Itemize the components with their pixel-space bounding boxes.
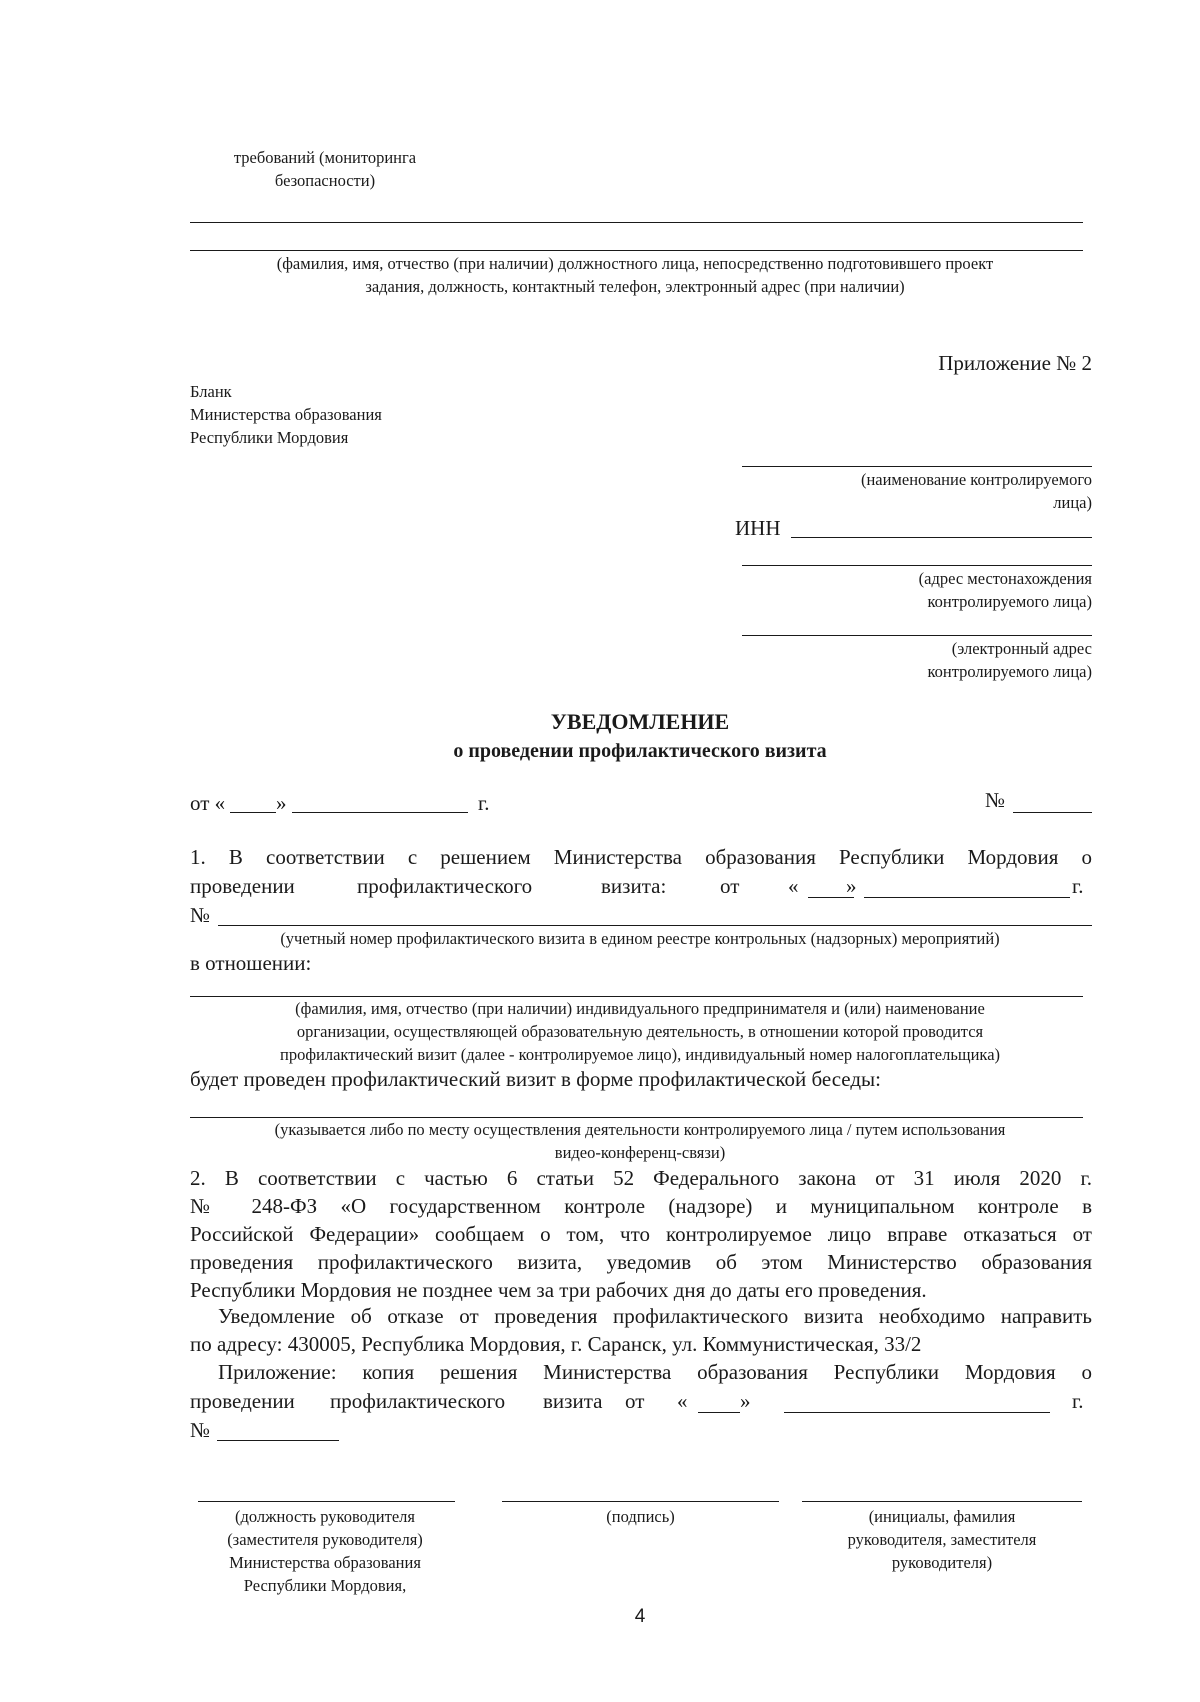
- page-number: 4: [634, 1606, 646, 1627]
- date-year-suffix: г.: [478, 791, 490, 815]
- para1-year-suffix: г.: [1072, 874, 1084, 898]
- visit-form-text: будет проведен профилактический визит в форме профилактической беседы:: [190, 1067, 881, 1091]
- initials-caption-line-3: руководителя): [891, 1553, 993, 1572]
- number-label: №: [985, 788, 1006, 812]
- para3-line-2: по адресу: 430005, Республика Мордовия, г. Саранск, ул. Коммунистическая, 33/2: [190, 1332, 922, 1356]
- recipient-name-caption-line-1: (наименование контролируемого: [860, 470, 1092, 489]
- initials-caption-line-2: руководителя, заместителя: [847, 1530, 1037, 1549]
- para4-open-quote: «: [677, 1389, 688, 1413]
- para1-day-line: [808, 897, 854, 898]
- letterhead-line-3: Республики Мордовия: [190, 428, 349, 447]
- preparer-line-2: [190, 250, 1083, 251]
- para2-line-4: проведения профилактического визита, уведомив об этом Министерство образования: [190, 1250, 1092, 1274]
- position-caption-line-1: (должность руководителя: [235, 1507, 415, 1526]
- para1-word-from: от: [720, 874, 740, 898]
- para2-line-1: 2. В соответствии с частью 6 статьи 52 Федерального закона от 31 июля 2020 г.: [190, 1166, 1092, 1190]
- subject-caption: [170, 997, 1110, 1066]
- preparer-caption-line-2: задания, должность, контактный телефон, электронный адрес (при наличии): [365, 277, 905, 296]
- para4-number-label: №: [190, 1418, 211, 1442]
- recipient-address-line: [742, 565, 1092, 566]
- subject-caption-line-2: организации, осуществляющей образовательную деятельность, в отношении которой проводится: [296, 1022, 984, 1041]
- para4-word-conducting: проведении: [190, 1389, 295, 1413]
- signature-line: [502, 1501, 779, 1502]
- para1-word-visit: визита:: [601, 874, 667, 898]
- top-fragment-line-2: безопасности): [274, 171, 376, 190]
- para4-word-visit: визита: [543, 1389, 603, 1413]
- recipient-address-caption-line-2: контролируемого лица): [927, 592, 1092, 611]
- para1-line-1: 1. В соответствии с решением Министерства образования Республики Мордовия о: [190, 845, 1092, 869]
- para4-close-quote: »: [740, 1389, 751, 1413]
- para1-close-quote: »: [846, 874, 857, 898]
- recipient-email-caption-line-2: контролируемого лица): [927, 662, 1092, 681]
- top-fragment-line-1: требований (мониторинга: [233, 148, 417, 167]
- date-close-quote: »: [276, 791, 287, 815]
- para2-line-3: Российской Федерации» сообщаем о том, что контролируемое лицо вправе отказаться от: [190, 1222, 1092, 1246]
- place-caption-line-2: видео-конференц-связи): [554, 1143, 726, 1162]
- recipient-address-caption-line-1: (адрес местонахождения: [918, 569, 1092, 588]
- place-caption-line-1: (указывается либо по месту осуществления деятельности контролируемого лица / путем использования: [274, 1120, 1006, 1139]
- preparer-line-1: [190, 222, 1083, 223]
- para4-year-suffix: г.: [1072, 1389, 1084, 1413]
- para4-line-2: [190, 1387, 1092, 1415]
- place-caption: [170, 1118, 1110, 1164]
- recipient-address-caption: [760, 567, 1092, 613]
- preparer-caption-line-1: (фамилия, имя, отчество (при наличии) должностного лица, непосредственно подготовившего проект: [276, 254, 994, 273]
- letterhead-line-1: Бланк: [190, 382, 232, 401]
- recipient-name-caption: [760, 468, 1092, 514]
- recipient-email-line: [742, 635, 1092, 636]
- para1-number-label: №: [190, 903, 211, 927]
- para1-word-preventive: профилактического: [357, 874, 533, 898]
- para2-line-5: Республики Мордовия не позднее чем за три рабочих дня до даты его проведения.: [190, 1278, 927, 1302]
- date-from-prefix: от «: [190, 791, 226, 815]
- signature-caption: (подпись): [606, 1507, 675, 1526]
- inn-line: [791, 537, 1092, 538]
- position-signature-line: [198, 1501, 455, 1502]
- para1-word-conducting: проведении: [190, 874, 295, 898]
- para1-line-2: [190, 872, 1092, 900]
- number-line: [1013, 812, 1092, 813]
- para4-month-line: [784, 1412, 1050, 1413]
- position-caption-line-3: Министерства образования: [229, 1553, 421, 1572]
- letterhead: [190, 380, 510, 449]
- recipient-email-caption: [760, 637, 1092, 683]
- position-caption-line-4: Республики Мордовия,: [243, 1576, 407, 1595]
- date-day-line: [230, 812, 276, 813]
- initials-caption: [802, 1505, 1082, 1574]
- subject-caption-line-1: (фамилия, имя, отчество (при наличии) индивидуального предпринимателя и (или) наименование: [295, 999, 985, 1018]
- preparer-caption: [170, 252, 1100, 298]
- para1-register-line: [218, 925, 1092, 926]
- in-relation-label: в отношении:: [190, 951, 312, 975]
- para1-month-line: [864, 897, 1070, 898]
- date-month-line: [292, 812, 468, 813]
- para1-open-quote: «: [788, 874, 799, 898]
- para2-line-2: № 248-ФЗ «О государственном контроле (надзоре) и муниципальном контроле в: [190, 1194, 1092, 1218]
- notice-title: УВЕДОМЛЕНИЕ: [550, 709, 730, 734]
- para4-number-line: [217, 1440, 339, 1441]
- register-caption: (учетный номер профилактического визита в едином реестре контрольных (надзорных) мероприятий): [280, 929, 1000, 948]
- position-caption-line-2: (заместителя руководителя): [227, 1530, 423, 1549]
- top-fragment: [205, 146, 445, 192]
- initials-caption-line-1: (инициалы, фамилия: [868, 1507, 1016, 1526]
- para2: [190, 1164, 1092, 1304]
- para4-word-from: от: [625, 1389, 645, 1413]
- para3: [190, 1302, 1092, 1358]
- notice-subtitle: о проведении профилактического визита: [453, 740, 827, 762]
- recipient-name-line: [742, 466, 1092, 467]
- inn-label: ИНН: [735, 516, 781, 540]
- subject-caption-line-3: профилактический визит (далее - контролируемое лицо), индивидуальный номер налогоплательщика): [279, 1045, 1001, 1064]
- appendix-label: Приложение № 2: [938, 351, 1092, 375]
- recipient-email-caption-line-1: (электронный адрес: [951, 639, 1092, 658]
- recipient-name-caption-line-2: лица): [1053, 493, 1092, 512]
- para4-word-preventive: профилактического: [330, 1389, 506, 1413]
- para3-line-1: Уведомление об отказе от проведения профилактического визита необходимо направить: [218, 1304, 1092, 1328]
- initials-signature-line: [802, 1501, 1082, 1502]
- letterhead-line-2: Министерства образования: [190, 405, 382, 424]
- para4-line-1: Приложение: копия решения Министерства образования Республики Мордовия о: [218, 1360, 1092, 1384]
- position-caption: [195, 1505, 455, 1597]
- para4-day-line: [698, 1412, 740, 1413]
